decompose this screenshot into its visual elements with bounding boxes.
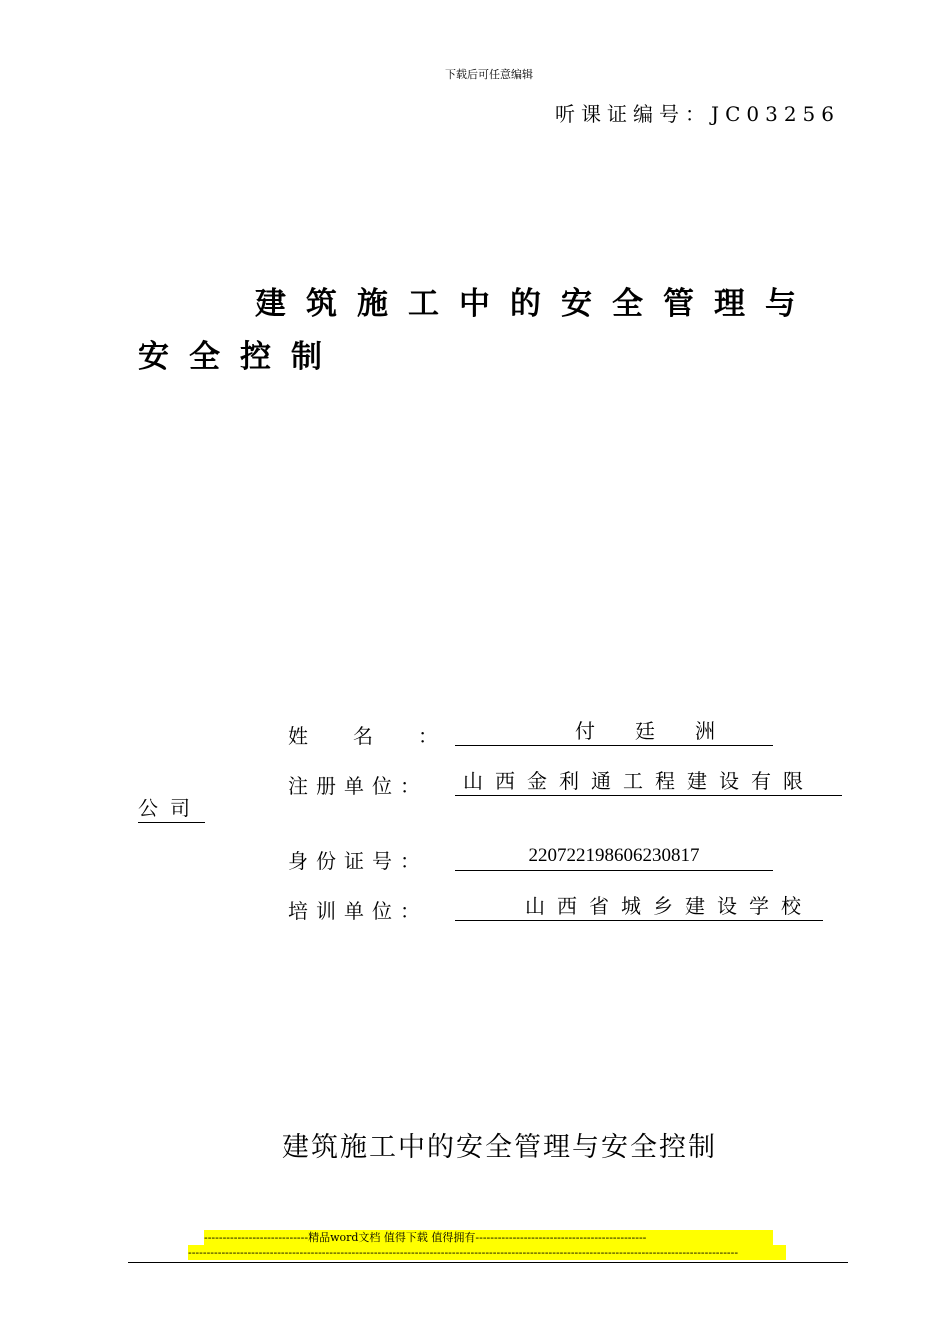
- name-label-char2: 名: [353, 724, 373, 748]
- registered-unit-label: 注册单位：: [288, 774, 428, 798]
- training-unit-value: 山西省城乡建设学校: [455, 893, 823, 921]
- name-label: [288, 720, 438, 749]
- id-number-label: 身份证号：: [288, 849, 428, 873]
- header-note: 下载后可任意编辑: [445, 68, 533, 81]
- footer-banner-line1: ----------------------------精品word文档 值得下载 值得拥有----------------------------------------------: [204, 1230, 773, 1245]
- footer-rule: [128, 1262, 848, 1263]
- registered-unit-value: 山西金利通工程建设有限: [455, 768, 842, 796]
- training-unit-label: 培训单位：: [288, 899, 428, 923]
- id-number-value: 220722198606230817: [455, 843, 773, 871]
- registered-unit-value-cont: 公司: [138, 795, 205, 823]
- footer-banner-line2: ----------------------------------------------------------------------------------------------------------------------------------------------------: [188, 1245, 786, 1260]
- document-title-line1: 建筑施工中的安全管理与: [255, 286, 816, 322]
- document-title-line2: 安全控制: [138, 339, 342, 375]
- section-title: 建筑施工中的安全管理与安全控制: [282, 1132, 717, 1163]
- name-value: 付廷洲: [455, 718, 773, 746]
- name-label-char1: 姓: [288, 724, 308, 748]
- name-label-colon: ：: [418, 724, 438, 748]
- certificate-number: 听课证编号：JC03256: [555, 102, 840, 126]
